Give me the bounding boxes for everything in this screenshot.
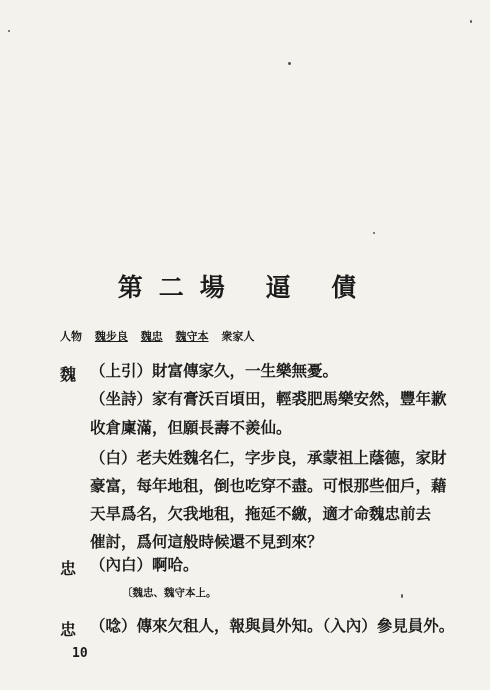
paper-speck <box>401 594 403 598</box>
cast-list <box>60 328 263 344</box>
speaker-label: 忠 <box>60 559 77 578</box>
page-number: 10 <box>72 646 88 661</box>
dialogue-line: 催討，爲何這般時候還不見到來？ <box>90 532 323 551</box>
dialogue-line: （白）老夫姓魏名仁，字步良，承蒙祖上蔭德，家財 <box>90 448 447 467</box>
stage-direction: 〔魏忠、魏守本上。 <box>122 587 217 599</box>
dialogue-line: （上引）財富傳家久，一生樂無憂。 <box>90 361 339 380</box>
cast-name: 魏步良 <box>94 330 128 343</box>
cast-label: 人物 <box>60 330 82 343</box>
paper-speck <box>470 20 472 23</box>
dialogue-line: 收倉廩滿，但願長壽不羨仙。 <box>90 418 292 437</box>
dialogue-line: 豪富，每年地租，倒也吃穿不盡。可恨那些佃戶，藉 <box>90 476 447 495</box>
speaker-label: 魏 <box>60 365 77 384</box>
cast-name: 魏守本 <box>175 330 209 343</box>
dialogue-line: （唸）傳來欠租人，報與員外知。（入內）參見員外。 <box>90 616 455 635</box>
paper-speck <box>288 62 291 65</box>
dialogue-line: （內白）啊哈。 <box>90 555 199 574</box>
speaker-label: 忠 <box>60 620 77 639</box>
paper-speck <box>373 232 375 234</box>
scene-title: 第二場 逼 債 <box>117 273 373 302</box>
dialogue-line: （坐詩）家有膏沃百頃田，輕裘肥馬樂安然，豐年歉 <box>90 389 447 408</box>
dialogue-line: 天旱爲名，欠我地租，拖延不繳，適才命魏忠前去 <box>90 504 432 523</box>
cast-name: 魏忠 <box>140 330 163 343</box>
cast-name: 衆家人 <box>221 330 255 343</box>
paper-speck <box>8 30 10 32</box>
